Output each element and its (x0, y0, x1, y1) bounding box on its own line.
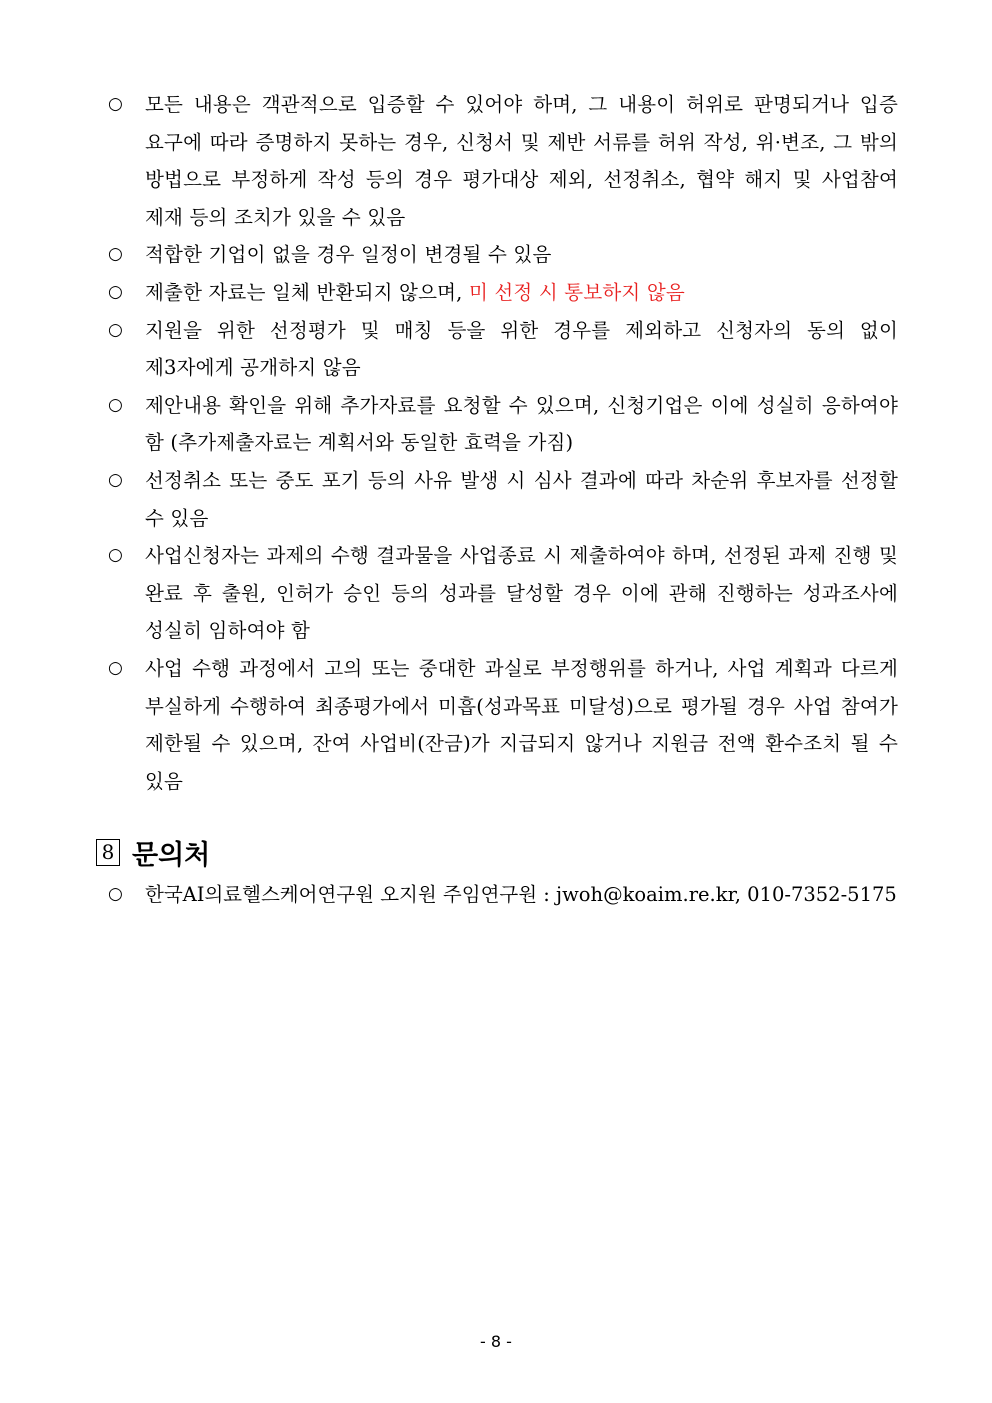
notice-text: 적합한 기업이 없을 경우 일정이 변경될 수 있음 (145, 243, 552, 267)
circle-bullet-icon: ○ (108, 244, 124, 265)
circle-bullet-icon: ○ (108, 394, 124, 415)
notice-item (108, 86, 898, 236)
notice-text: 선정취소 또는 중도 포기 등의 사유 발생 시 심사 결과에 따라 차순위 후보자를 선정할 수 있음 (145, 468, 898, 530)
contact-text: 한국AI의료헬스케어연구원 오지원 주임연구원 : jwoh@koaim.re.kr, 010-7352-5175 (145, 883, 897, 906)
circle-bullet-icon: ○ (108, 884, 123, 904)
notice-item (108, 387, 898, 462)
circle-bullet-icon: ○ (108, 545, 124, 566)
notice-item (108, 274, 898, 312)
circle-bullet-icon: ○ (108, 94, 124, 114)
circle-bullet-icon: ○ (108, 657, 124, 678)
circle-bullet-icon: ○ (108, 319, 124, 340)
notice-item (108, 650, 898, 800)
notice-text: 모든 내용은 객관적으로 입증할 수 있어야 하며, 그 내용이 허위로 판명되거나 입증 요구에 따라 증명하지 못하는 경우, 신청서 및 제반 서류를 허위 작성, 위·변조, 그 밖의 방법으로 부정하게 작성 등의 경우 평가대상 제외, 선정취소, 협약 해지 및 사업참여 제재 등의 조치가 있을 수 있음 (145, 93, 898, 229)
notice-text: 사업 수행 과정에서 고의 또는 중대한 과실로 부정행위를 하거나, 사업 계획과 다르게 부실하게 수행하여 최종평가에서 미흡(성과목표 미달성)으로 평가될 경우 사업 참여가 제한될 수 있으며, 잔여 사업비(잔금)가 지급되지 않거나 지원금 전액 환수조치 될 수 있음 (145, 656, 898, 793)
notice-list (108, 86, 898, 800)
circle-bullet-icon: ○ (108, 281, 124, 302)
notice-item (108, 537, 898, 650)
contact-list (108, 876, 908, 914)
notice-text: 지원을 위한 선정평가 및 매칭 등을 위한 경우를 제외하고 신청자의 동의 없이 제3자에게 공개하지 않음 (145, 318, 898, 380)
notice-item (108, 462, 898, 537)
section-title: 문의처 (132, 839, 211, 871)
notice-item (108, 236, 898, 274)
notice-text: 제안내용 확인을 위해 추가자료를 요청할 수 있으며, 신청기업은 이에 성실히 응하여야 함 (추가제출자료는 계획서와 동일한 효력을 가짐) (145, 393, 898, 455)
notice-text: 제출한 자료는 일체 반환되지 않으며, (145, 280, 469, 304)
notice-text: 사업신청자는 과제의 수행 결과물을 사업종료 시 제출하여야 하며, 선정된 과제 진행 및 완료 후 출원, 인허가 승인 등의 성과를 달성할 경우 이에 관해 진행하는 성과조사에 성실히 임하여야 함 (145, 544, 898, 643)
page-number: - 8 - (480, 1332, 512, 1351)
contact-item (108, 876, 908, 914)
circle-bullet-icon: ○ (108, 469, 124, 490)
section-heading (96, 832, 210, 872)
section-number-box: 8 (96, 839, 120, 866)
notice-highlight-text: 미 선정 시 통보하지 않음 (468, 280, 685, 304)
notice-item (108, 312, 898, 387)
